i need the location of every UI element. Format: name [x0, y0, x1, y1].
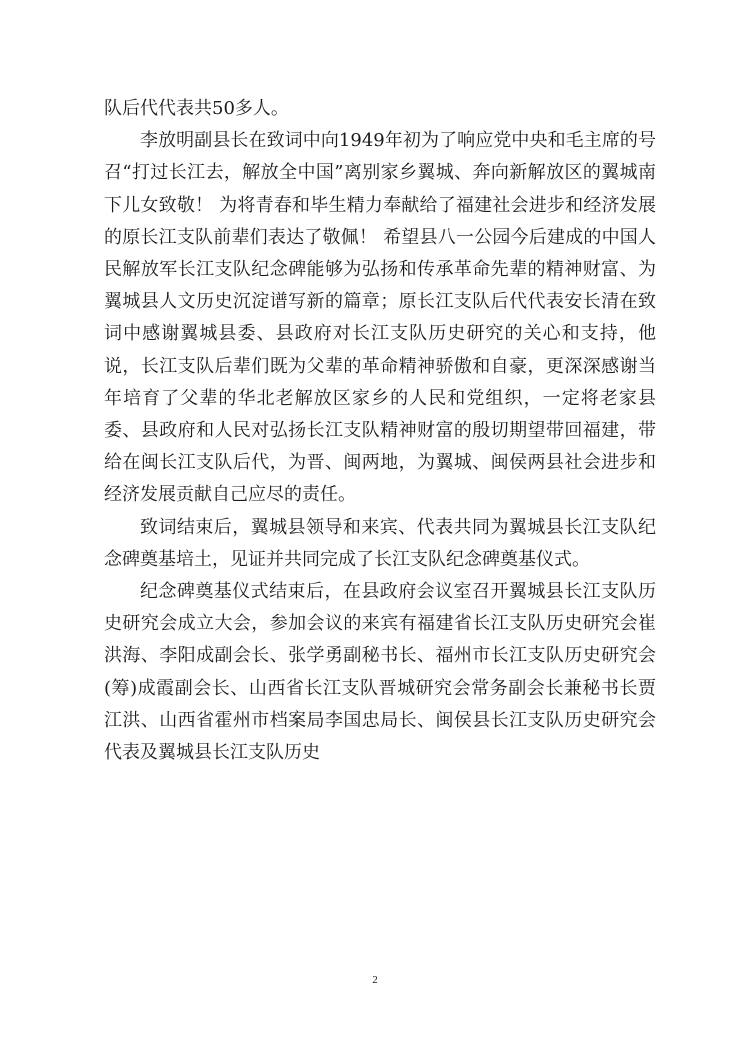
paragraph: 队后代代表共50多人。 [104, 98, 289, 119]
page-number: 2 [372, 974, 378, 986]
document-body [104, 93, 656, 769]
paragraph: 纪念碑奠基仪式结束后，在县政府会议室召开翼城县长江支队历史研究会成立大会，参加会议的来宾有福建省长江支队历史研究会崔洪海、李阳成副会长、张学勇副秘书长、福州市长江支队历史研究会(筹)成霞副会长、山西省长江支队晋城研究会常务副会长兼秘书长贾江洪、山西省霍州市档案局李国忠局长、闽侯县长江支队历史研究会代表及翼城县长江支队历史 [104, 581, 656, 764]
paragraph: 李放明副县长在致词中向1949年初为了响应党中央和毛主席的号召“打过长江去，解放全中国”离别家乡翼城、奔向新解放区的翼城南下儿女致敬！ 为将青春和毕生精力奉献给了福建社会进步和经济发展的原长江支队前辈们表达了敬佩！ 希望县八一公园今后建成的中国人民解放军长江支队纪念碑能够为弘扬和传承革命先辈的精神财富、为翼城县人文历史沉淀谱写新的篇章；原长江支队后代代表安长清在致词中感谢翼城县委、县政府对长江支队历史研究的关心和支持，他说，长江支队后辈们既为父辈的革命精神骄傲和自豪，更深深感谢当年培育了父辈的华北老解放区家乡的人民和党组织，一定将老家县委、县政府和人民对弘扬长江支队精神财富的殷切期望带回福建，带给在闽长江支队后代，为晋、闽两地，为翼城、闽侯两县社会进步和经济发展贡献自己应尽的责任。 [104, 130, 656, 506]
paragraph: 致词结束后，翼城县领导和来宾、代表共同为翼城县长江支队纪念碑奠基培土，见证并共同完成了长江支队纪念碑奠基仪式。 [104, 516, 656, 570]
